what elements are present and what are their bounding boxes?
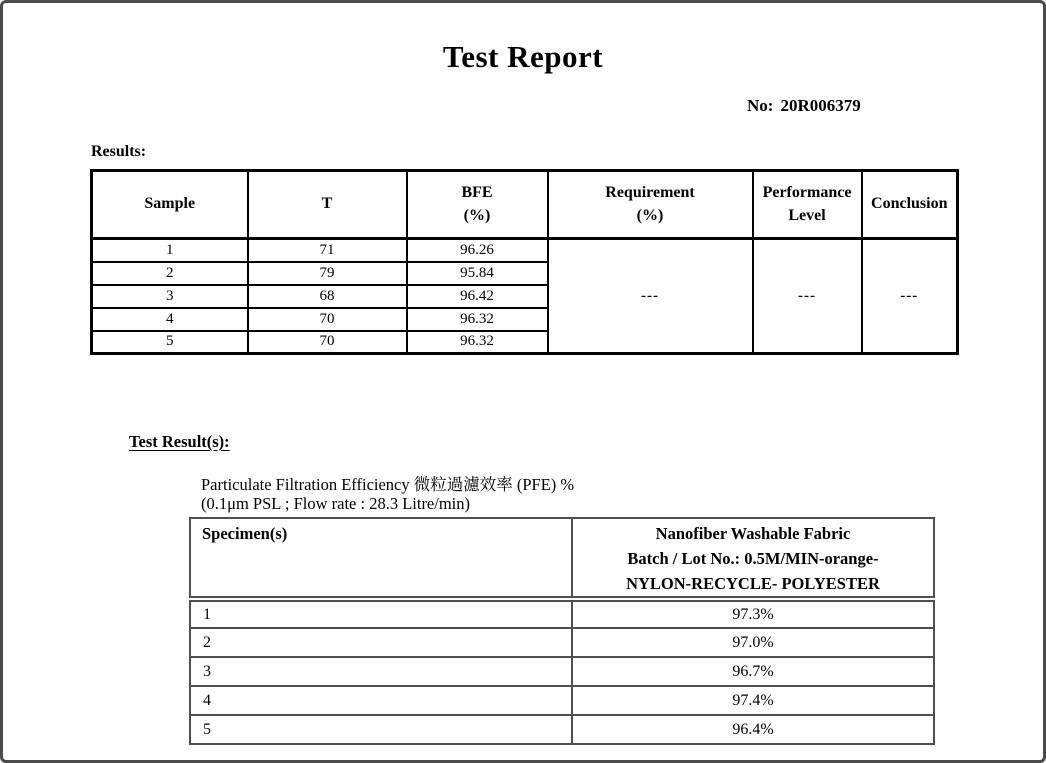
- pfe-row-2: [190, 628, 934, 657]
- report-number: [747, 96, 861, 116]
- t-cell: 70: [248, 331, 407, 354]
- pfe-value-cell: 96.7%: [572, 657, 934, 686]
- pfe-header-specimens: Specimen(s): [190, 518, 572, 599]
- t-cell: 68: [248, 285, 407, 308]
- bfe-cell: 95.84: [407, 262, 548, 285]
- report-number-value: 20R006379: [780, 96, 861, 115]
- specimen-cell: 3: [190, 657, 572, 686]
- t-cell: 79: [248, 262, 407, 285]
- pfe-value-cell: 97.3%: [572, 599, 934, 628]
- results-header-t: T: [248, 171, 407, 239]
- results-table: [90, 169, 959, 355]
- pfe-title: Particulate Filtration Efficiency 微粒過濾效率 (PFE) %: [201, 475, 575, 494]
- pfe-row-1: [190, 599, 934, 628]
- report-number-label: No:: [747, 96, 774, 115]
- pfe-row-4: [190, 686, 934, 715]
- results-header-performance-level: Performance Level: [753, 171, 862, 239]
- test-results-heading: Test Result(s):: [129, 432, 230, 451]
- bfe-cell: 96.32: [407, 331, 548, 354]
- pfe-value-cell: 96.4%: [572, 715, 934, 744]
- results-header-row: [92, 171, 958, 239]
- specimen-cell: 4: [190, 686, 572, 715]
- sample-cell: 5: [92, 331, 248, 354]
- bfe-cell: 96.26: [407, 239, 548, 262]
- pfe-header-row: [190, 518, 934, 599]
- requirement-merged-cell: ---: [548, 239, 753, 354]
- sample-cell: 4: [92, 308, 248, 331]
- specimen-cell: 2: [190, 628, 572, 657]
- results-table-header: [92, 171, 958, 239]
- bfe-cell: 96.32: [407, 308, 548, 331]
- t-cell: 70: [248, 308, 407, 331]
- conclusion-merged-cell: ---: [862, 239, 958, 354]
- sample-cell: 2: [92, 262, 248, 285]
- pfe-row-5: [190, 715, 934, 744]
- page-title: Test Report: [442, 39, 604, 74]
- pfe-table-header: [190, 518, 934, 599]
- results-header-bfe: BFE (%): [407, 171, 548, 239]
- pfe-row-3: [190, 657, 934, 686]
- results-header-requirement: Requirement (%): [548, 171, 753, 239]
- t-cell: 71: [248, 239, 407, 262]
- results-row-1: [92, 239, 958, 262]
- pfe-header-fabric: [572, 518, 934, 599]
- sample-cell: 3: [92, 285, 248, 308]
- sample-cell: 1: [92, 239, 248, 262]
- bfe-cell: 96.42: [407, 285, 548, 308]
- pfe-value-cell: 97.0%: [572, 628, 934, 657]
- pfe-conditions: (0.1μm PSL ; Flow rate : 28.3 Litre/min): [201, 494, 471, 513]
- results-header-conclusion: Conclusion: [862, 171, 958, 239]
- fabric-header-line-3: NYLON-RECYCLE- POLYESTER: [626, 574, 880, 594]
- fabric-header-line-2: Batch / Lot No.: 0.5M/MIN-orange-: [627, 549, 879, 569]
- performance-level-merged-cell: ---: [753, 239, 862, 354]
- pfe-table: [189, 517, 935, 745]
- specimen-cell: 5: [190, 715, 572, 744]
- specimen-cell: 1: [190, 599, 572, 628]
- results-header-sample: Sample: [92, 171, 248, 239]
- results-section-label: Results:: [91, 143, 147, 160]
- fabric-header-line-1: Nanofiber Washable Fabric: [655, 524, 851, 543]
- pfe-value-cell: 97.4%: [572, 686, 934, 715]
